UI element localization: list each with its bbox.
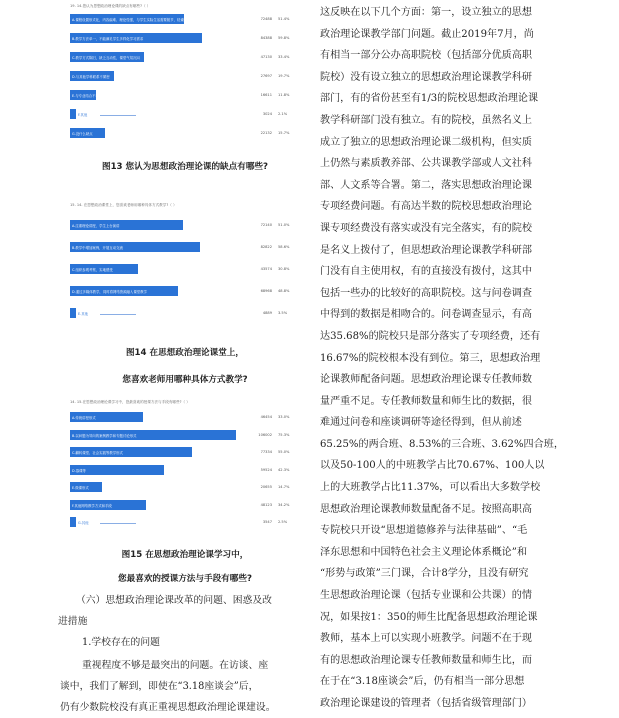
figure-bar-label: F.其他网络教学方式和手段 xyxy=(72,503,112,508)
figure-bar-row xyxy=(70,14,296,24)
right-body-line: 以及50-100人的中班教学占比70.67%、100人以 xyxy=(320,460,545,472)
figure-bar-percent: 42.3% xyxy=(278,467,290,472)
figure-bar-percent: 33.4% xyxy=(278,55,290,59)
right-body-line: 专项经费问题。有高达半数的院校思想政治理论 xyxy=(320,201,532,213)
left-column xyxy=(60,0,310,716)
figure-bar-label: G.其他 xyxy=(78,521,89,525)
figure-bar-label: E.其他 xyxy=(78,312,89,316)
right-body-line: 课专项经费没有落实或没有完全落实，有的院校 xyxy=(320,222,532,234)
right-body-line: 达35.68%的院校只是部分落实了专项经费，还有 xyxy=(320,330,541,342)
right-body-line: 专院校只开设“思想道德修养与法律基础”、“毛 xyxy=(320,525,528,537)
figure-bar-percent: 51.4% xyxy=(278,17,290,21)
right-body-line: 量严重不足。专任教师数量和师生比的数据，很 xyxy=(320,395,532,407)
figure-bar-label: G.没什么缺点 xyxy=(72,132,93,136)
figure-bar-row xyxy=(70,308,296,318)
right-body-line: 生思想政治理论课（包括专业课和公共课）的情 xyxy=(320,590,532,602)
right-body-line: 部门，有的省份甚至有1/3的院校思想政治理论课 xyxy=(320,93,539,105)
right-body-line: 包括一些办的比较好的高职院校。这与问卷调查 xyxy=(320,287,532,299)
figure-bar-label: F.其他 xyxy=(78,113,88,117)
figure-bar-underline xyxy=(100,523,136,524)
figure-bar-row xyxy=(70,109,296,119)
figure-bar-count: 106002 xyxy=(258,432,272,437)
figure-bar-count: 48123 xyxy=(260,502,272,507)
figure-bar-count: 59524 xyxy=(260,467,272,472)
right-body-line: 16.67%的院校根本没有到位。第三，思想政治理 xyxy=(320,352,541,364)
figure-bar-count: 46454 xyxy=(260,415,272,419)
figure-bar-row xyxy=(70,500,296,510)
figure-bar-count: 3024 xyxy=(262,112,272,116)
figure-bar-percent: 15.7% xyxy=(278,131,290,135)
figure-13-question: 19. 14.您认为思想政治理论课的缺点有哪些?（ ） xyxy=(70,4,151,8)
figure-13-screenshot xyxy=(68,0,300,150)
right-body-line: 况，如果按1：350的师生比配备思想政治理论课 xyxy=(320,611,538,623)
left-body-line-1: 重视程度不够是最突出的问题。在访谈、座 xyxy=(82,660,269,671)
figure-bar-count: 22132 xyxy=(260,131,272,135)
right-body-line: 难通过问卷和座谈调研等途径得到，但从前述 xyxy=(320,417,522,429)
figure-bar-percent: 11.8% xyxy=(278,93,290,97)
figure-bar-label: A.注重理论讲授，学生上台演讲 xyxy=(72,224,120,228)
figure-bar-label: E.与专业结合不够 xyxy=(72,94,99,98)
right-body-line: 上仍然与素质教养部、公共课教学部或人文社科 xyxy=(320,158,532,170)
figure-bar-percent: 75.3% xyxy=(278,432,290,437)
figure-bar-count: 72488 xyxy=(260,17,272,21)
figure-bar-count: 16611 xyxy=(260,93,272,97)
section-heading-line-2: 进措施 xyxy=(58,616,88,627)
figure-bar-percent: 19.7% xyxy=(278,74,290,78)
figure-bar xyxy=(70,517,76,527)
figure-bar-percent: 48.8% xyxy=(278,289,290,293)
figure-bar-percent: 33.0% xyxy=(278,415,290,419)
figure-bar-label: D.与其他学科联系不紧密 xyxy=(72,75,110,79)
left-body xyxy=(60,655,312,718)
figure-bar-label: C.教学方式陈旧，缺乏互动性，课堂气氛沉闷 xyxy=(72,56,140,60)
right-body-line: 思想政治理论课教师数量配备不足。按照高职高 xyxy=(320,503,532,515)
right-body-line: 教学科研部门没有独立。有的院校，虽然名义上 xyxy=(320,114,532,126)
figure-bar-label: B.教学中增加案例，开展互动交流 xyxy=(72,246,123,250)
figure-14-screenshot xyxy=(68,198,300,336)
figure-bar-percent: 51.0% xyxy=(278,223,290,227)
right-body-line: 中得到的数据是相吻合的。问卷调查显示，有高 xyxy=(320,309,532,321)
right-body-line: 有相当一部分公办高职院校（包括部分优质高职 xyxy=(320,50,532,62)
right-body-line: 这反映在以下几个方面：第一，设立独立的思想 xyxy=(320,7,532,18)
right-body-line: 教师，基本上可以实现小班教学。问题不在于现 xyxy=(320,633,532,645)
figure-bar-row xyxy=(70,71,296,81)
right-body-line: 政治理论课教学部门问题。截止2019年7月，尚 xyxy=(320,28,534,40)
figure-bar-count: 68968 xyxy=(260,289,272,293)
figure-15-screenshot xyxy=(68,398,300,540)
figure-bar xyxy=(70,109,76,119)
figure-bar-percent: 3.5% xyxy=(278,311,288,315)
right-body-line: “形势与政策”三门课，合计8学分，且没有研究 xyxy=(320,568,529,580)
figure-bar-row xyxy=(70,128,296,138)
figure-bar-count: 82822 xyxy=(260,245,272,249)
right-body-line: 上的大班教学占比11.37%，可以看出大多数学校 xyxy=(320,482,541,494)
subheading xyxy=(60,632,312,653)
left-body-line-3: 仍有少数院校没有真正重视思想政治理论课建设。 xyxy=(60,702,276,713)
figure-bar-label: D.通过多媒体教学，同时将网络资源融入课堂教学 xyxy=(72,290,147,294)
figure-bar-row xyxy=(70,517,296,527)
figure-bar-count: 84388 xyxy=(260,36,272,40)
figure-bar-count: 47130 xyxy=(260,55,272,59)
figure-bar-row xyxy=(70,412,296,422)
figure-bar-row xyxy=(70,430,296,440)
figure-bar-count: 77334 xyxy=(260,450,272,454)
figure-bar-percent: 2.1% xyxy=(278,112,288,116)
figure-bar-count: 3547 xyxy=(262,520,272,524)
subheading-text: 1.学校存在的问题 xyxy=(82,637,160,648)
figure-bar-row xyxy=(70,90,296,100)
right-body-line: 泽东思想和中国特色社会主义理论体系概论”和 xyxy=(320,546,528,558)
right-body-line: 部、人文系等合署。第二，落实思想政治理论课 xyxy=(320,179,532,191)
figure-bar-row xyxy=(70,482,296,492)
figure-15-caption-line-2: 您最喜欢的授课方法与手段有哪些? xyxy=(118,574,252,584)
figure-bar-row xyxy=(70,286,296,296)
figure-bar-percent: 2.5% xyxy=(278,520,288,524)
figure-bar-row xyxy=(70,33,296,43)
figure-bar-row xyxy=(70,52,296,62)
figure-bar-percent: 34.2% xyxy=(278,502,290,507)
figure-bar-row xyxy=(70,242,296,252)
figure-14-caption-line-1: 图14 在思想政治理论课堂上， xyxy=(125,348,245,358)
figure-bar-label: B.以问题为导向的案例教学和专题讨论形式 xyxy=(72,433,137,438)
right-body-line: 论课教师配备问题。思想政治理论课专任教师数 xyxy=(320,374,532,386)
figure-14-caption-line-2: 您喜欢老师用哪种具体方式教学? xyxy=(122,375,248,385)
figure-13-caption: 图13 您认为思想政治理论课的缺点有哪些? xyxy=(101,162,269,172)
figure-bar-label: C.组织参观考察，实地感受 xyxy=(72,268,113,272)
figure-bar-label: A.课程设置形式化，内容偏难、理论性强，与学生实际生活需要脱节，枯燥乏味 xyxy=(72,18,191,22)
figure-bar-label: E.微课形式 xyxy=(72,486,89,490)
right-body-line: 成立了独立的思想政治理论课二级机构，但实质 xyxy=(320,136,532,148)
right-body-line: 政治理论课建设的管理者（包括省级管理部门） xyxy=(320,698,532,709)
figure-bar-underline xyxy=(100,115,136,116)
section-heading xyxy=(58,590,310,632)
figure-bar-label: B.教学方法单一，不能满足学生多样化学习需求 xyxy=(72,37,144,41)
figure-bar-row xyxy=(70,220,296,230)
figure-bar-label: C.翻转课堂、社会实践等教学形式 xyxy=(72,451,123,455)
figure-bar-row xyxy=(70,264,296,274)
right-body-line: 在于在“3.18座谈会”后，仍有相当一部分思想 xyxy=(320,676,525,688)
right-body-line: 院校）没有设立独立的思想政治理论课教学科研 xyxy=(320,71,532,83)
right-body-line: 门没有自主使用权，有的直接没有拨付，这其中 xyxy=(320,266,532,278)
right-body-line: 是名义上拨付了，但思想政治理论课教学科研部 xyxy=(320,244,532,256)
figure-bar-count: 4889 xyxy=(262,311,272,315)
figure-15-caption-line-1: 图15 在思想政治理论课学习中， xyxy=(121,550,249,560)
right-body-line: 65.25%的两合班、8.53%的三合班、3.62%四合班， xyxy=(320,438,564,450)
figure-bar-count: 72140 xyxy=(260,223,272,227)
figure-bar-row xyxy=(70,465,296,475)
figure-bar-label: A.传统讲授形式 xyxy=(72,416,96,420)
right-body-line: 有的思想政治理论课专任教师数量和师生比，而 xyxy=(320,654,532,666)
figure-bar-percent: 59.8% xyxy=(278,36,290,40)
figure-bar-count: 43574 xyxy=(260,267,272,271)
figure-14-question: 15. 14. 在思想政治课堂上，您喜欢老师用哪种具体方式教学?（ ） xyxy=(70,203,177,207)
figure-bar-row xyxy=(70,447,296,457)
left-body-line-2: 谈中，我们了解到，即使在“3.18座谈会”后， xyxy=(60,681,259,692)
figure-bar-underline xyxy=(100,314,136,315)
figure-bar xyxy=(70,308,76,318)
figure-bar-percent: 30.8% xyxy=(278,267,290,271)
section-heading-line-1: （六）思想政治理论课改革的问题、困惑及改 xyxy=(76,595,272,606)
right-column-body xyxy=(320,2,582,715)
figure-bar-percent: 55.0% xyxy=(278,450,290,454)
figure-bar-label: D.慕课等 xyxy=(72,468,86,473)
figure-15-question: 14. 15.在思想政治理论课学习中，您最喜欢的授课方法与手段有哪些?（ ） xyxy=(70,400,190,404)
figure-bar-percent: 58.6% xyxy=(278,245,290,249)
figure-bar-count: 20655 xyxy=(260,485,272,489)
figure-bar-count: 27697 xyxy=(260,74,272,78)
figure-bar-percent: 14.7% xyxy=(278,485,290,489)
